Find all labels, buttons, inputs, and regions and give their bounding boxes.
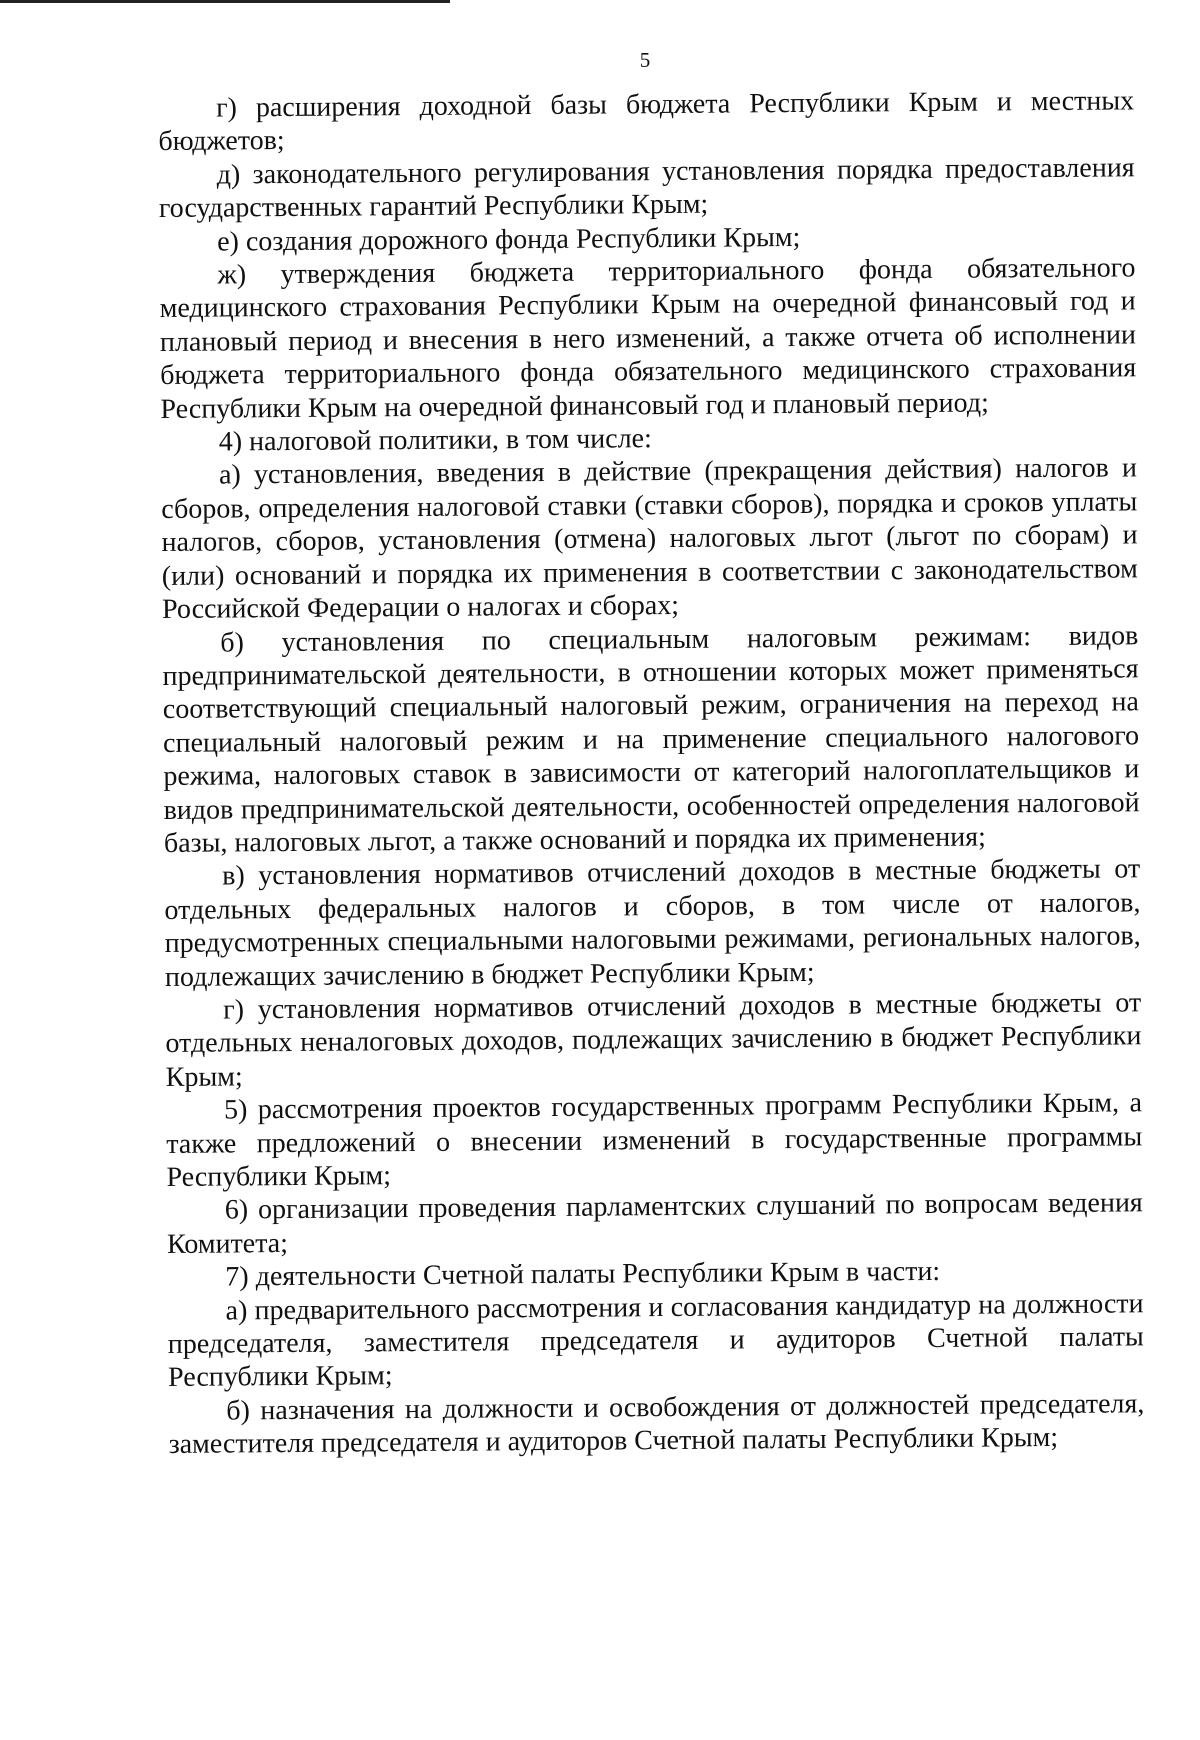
paragraph-taxes-and-fees: а) установления, введения в действие (прекращения действия) налогов и сборов, определения налоговой ставки (ставки сборов), порядка и сроков уплаты налогов, сборов, установления (отмена) налоговых льгот (льгот по сборам) и (или) оснований и порядка их применения в соответствии с законодательством Российской Федерации о налогах и сборах; [161,452,1138,626]
paragraph-tax-policy: 4) налоговой политики, в том числе: [218,423,652,458]
paragraph-parliamentary-hearings: 6) организации проведения парламентских слушаний по вопросам ведения Комитета; [166,1187,1143,1260]
paragraph-special-tax-regimes: б) установления по специальным налоговым режимам: видов предпринимательской деятельности, в отношении которых может применяться соответствующий специальный налоговый режим, ограничения на переход на специальный налоговый режим и на применение специального налогового режима, налоговых ставок в зависимости от категорий налогоплательщиков и видов предпринимательской деятельности, особенностей определения налоговой базы, налоговых льгот, а также оснований и порядка их применения; [162,619,1140,859]
paragraph-federal-tax-deductions: в) установления нормативов отчислений доходов в местные бюджеты от отдельных федеральных налогов и сборов, в том числе от налогов, предусмотренных специальными налоговыми режимами, региональных налогов, подлежащих зачислению в бюджет Республики Крым; [164,853,1141,993]
scan-edge-line [0,0,450,3]
paragraph-candidate-approval: а) предварительного рассмотрения и согласования кандидатур на должности председателя, заместителя председателя и аудиторов Счетной палаты Республики Крым; [167,1287,1144,1394]
paragraph-road-fund: е) создания дорожного фонда Республики Крым; [217,221,801,258]
paragraph-state-guarantees: д) законодательного регулирования установления порядка предоставления государственных гарантий Республики Крым; [158,152,1135,225]
paragraph-medical-insurance-fund: ж) утверждения бюджета территориального фонда обязательного медицинского страхования Республики Крым на очередной финансовый год и плановый период и внесения в него изменений, а также отчета об исполнении бюджета территориального фонда обязательного медицинского страхования Республики Крым на очередной финансовый год и плановый период; [159,252,1137,425]
paragraph-accounts-chamber: 7) деятельности Счетной палаты Республики Крым в части: [225,1256,941,1293]
page-number: 5 [639,48,651,72]
paragraph-state-programs: 5) рассмотрения проектов государственных программ Республики Крым, а также предложений о внесении изменений в государственные программы Республики Крым; [166,1087,1143,1193]
paragraph-budget-revenue-base: г) расширения доходной базы бюджета Республики Крым и местных бюджетов; [158,85,1135,158]
document-body [158,84,1145,1461]
paragraph-appointment-dismissal: б) назначения на должности и освобождения от должностей председателя, заместителя председателя и аудиторов Счетной палаты Республики Крым; [168,1388,1145,1461]
paragraph-non-tax-deductions: г) установления нормативов отчислений доходов в местные бюджеты от отдельных неналоговых доходов, подлежащих зачислению в бюджет Республики Крым; [165,987,1142,1093]
